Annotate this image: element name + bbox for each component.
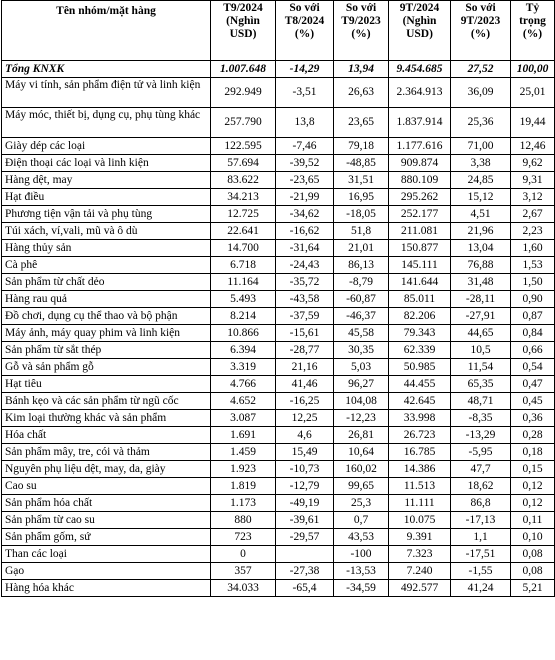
table-row	[2, 155, 555, 172]
value-cell: -39,52	[276, 155, 334, 172]
value-cell: 6.394	[211, 342, 276, 359]
value-cell: -43,58	[276, 291, 334, 308]
item-name-cell: Đồ chơi, dụng cụ thể thao và bộ phận	[2, 308, 211, 325]
item-name-cell: Tổng KNXK	[2, 61, 211, 78]
value-cell: 42.645	[389, 393, 451, 410]
value-cell: -12,79	[276, 478, 334, 495]
value-cell: -16,25	[276, 393, 334, 410]
value-cell: 1,53	[511, 257, 555, 274]
export-table	[1, 0, 555, 597]
value-cell: -3,51	[276, 78, 334, 108]
table-row	[2, 393, 555, 410]
value-cell: 1,1	[451, 529, 511, 546]
value-cell: 79,18	[334, 138, 389, 155]
value-cell: -12,23	[334, 410, 389, 427]
value-cell: 0,08	[511, 563, 555, 580]
table-row	[2, 546, 555, 563]
value-cell: -8,79	[334, 274, 389, 291]
value-cell: 1,60	[511, 240, 555, 257]
value-cell: 0,10	[511, 529, 555, 546]
table-row	[2, 291, 555, 308]
value-cell: 14.700	[211, 240, 276, 257]
item-name-cell: Máy vi tính, sản phẩm điện tử và linh kiện	[2, 78, 211, 108]
value-cell: 0,12	[511, 478, 555, 495]
value-cell: 292.949	[211, 78, 276, 108]
value-cell: -27,91	[451, 308, 511, 325]
item-name-cell: Cà phê	[2, 257, 211, 274]
value-cell: 211.081	[389, 223, 451, 240]
table-row	[2, 444, 555, 461]
item-name-cell: Máy ảnh, máy quay phim và linh kiện	[2, 325, 211, 342]
item-name-cell: Giày dép các loại	[2, 138, 211, 155]
total-row	[2, 61, 555, 78]
value-cell: 9,31	[511, 172, 555, 189]
value-cell: 71,00	[451, 138, 511, 155]
value-cell: -100	[334, 546, 389, 563]
value-cell: 83.622	[211, 172, 276, 189]
table-row	[2, 257, 555, 274]
value-cell: 5,03	[334, 359, 389, 376]
value-cell: -18,05	[334, 206, 389, 223]
item-name-cell: Điện thoại các loại và linh kiện	[2, 155, 211, 172]
value-cell: 11.513	[389, 478, 451, 495]
value-cell: 257.790	[211, 108, 276, 138]
table-row	[2, 274, 555, 291]
value-cell: 0,90	[511, 291, 555, 308]
value-cell: -21,99	[276, 189, 334, 206]
value-cell: -49,19	[276, 495, 334, 512]
table-row	[2, 563, 555, 580]
value-cell: 34.213	[211, 189, 276, 206]
value-cell: 41,46	[276, 376, 334, 393]
value-cell	[276, 546, 334, 563]
value-cell: -17,13	[451, 512, 511, 529]
table-row	[2, 359, 555, 376]
value-cell: -7,46	[276, 138, 334, 155]
value-cell: 0,28	[511, 427, 555, 444]
item-name-cell: Hạt điều	[2, 189, 211, 206]
value-cell: 30,35	[334, 342, 389, 359]
value-cell: -16,62	[276, 223, 334, 240]
value-cell: 2,23	[511, 223, 555, 240]
value-cell: 0,12	[511, 495, 555, 512]
table-row	[2, 206, 555, 223]
table-row	[2, 325, 555, 342]
value-cell: 909.874	[389, 155, 451, 172]
value-cell: 31,48	[451, 274, 511, 291]
value-cell: 160,02	[334, 461, 389, 478]
table-row	[2, 580, 555, 597]
value-cell: 104,08	[334, 393, 389, 410]
value-cell: 26,63	[334, 78, 389, 108]
value-cell: 9.391	[389, 529, 451, 546]
value-cell: 86,13	[334, 257, 389, 274]
table-row	[2, 478, 555, 495]
table-row	[2, 529, 555, 546]
value-cell: -13,53	[334, 563, 389, 580]
table-row	[2, 172, 555, 189]
table-body	[2, 61, 555, 597]
header-cell: So với 9T/2023 (%)	[451, 1, 511, 61]
value-cell: 4.652	[211, 393, 276, 410]
value-cell: 10,64	[334, 444, 389, 461]
value-cell: -23,65	[276, 172, 334, 189]
item-name-cell: Gạo	[2, 563, 211, 580]
value-cell: 13,04	[451, 240, 511, 257]
table-row	[2, 342, 555, 359]
table-row	[2, 189, 555, 206]
value-cell: 25,3	[334, 495, 389, 512]
table-row	[2, 108, 555, 138]
value-cell: 79.343	[389, 325, 451, 342]
value-cell: 10.866	[211, 325, 276, 342]
item-name-cell: Hàng thủy sản	[2, 240, 211, 257]
table-row	[2, 240, 555, 257]
value-cell: 12,46	[511, 138, 555, 155]
value-cell: 4.766	[211, 376, 276, 393]
value-cell: 24,85	[451, 172, 511, 189]
value-cell: -1,55	[451, 563, 511, 580]
header-row	[2, 1, 555, 61]
value-cell: 1.819	[211, 478, 276, 495]
item-name-cell: Sản phẩm từ sắt thép	[2, 342, 211, 359]
value-cell: -34,62	[276, 206, 334, 223]
value-cell: 43,53	[334, 529, 389, 546]
item-name-cell: Sản phẩm từ cao su	[2, 512, 211, 529]
value-cell: -37,59	[276, 308, 334, 325]
value-cell: 57.694	[211, 155, 276, 172]
header-cell: T9/2024 (Nghìn USD)	[211, 1, 276, 61]
value-cell: 1,50	[511, 274, 555, 291]
value-cell: 15,12	[451, 189, 511, 206]
table-row	[2, 461, 555, 478]
value-cell: 14.386	[389, 461, 451, 478]
value-cell: 9.454.685	[389, 61, 451, 78]
value-cell: 47,7	[451, 461, 511, 478]
value-cell: -29,57	[276, 529, 334, 546]
item-name-cell: Phương tiện vận tải và phụ tùng	[2, 206, 211, 223]
value-cell: 65,35	[451, 376, 511, 393]
item-name-cell: Túi xách, ví,vali, mũ và ô dù	[2, 223, 211, 240]
value-cell: -28,77	[276, 342, 334, 359]
value-cell: -5,95	[451, 444, 511, 461]
item-name-cell: Máy móc, thiết bị, dụng cụ, phụ tùng khác	[2, 108, 211, 138]
value-cell: 1.173	[211, 495, 276, 512]
value-cell: 145.111	[389, 257, 451, 274]
item-name-cell: Sản phẩm từ chất dẻo	[2, 274, 211, 291]
value-cell: 0,08	[511, 546, 555, 563]
value-cell: 723	[211, 529, 276, 546]
value-cell: 50.985	[389, 359, 451, 376]
value-cell: 26,81	[334, 427, 389, 444]
value-cell: 1.007.648	[211, 61, 276, 78]
value-cell: -35,72	[276, 274, 334, 291]
table-row	[2, 427, 555, 444]
value-cell: 0,36	[511, 410, 555, 427]
value-cell: 4,6	[276, 427, 334, 444]
value-cell: 31,51	[334, 172, 389, 189]
item-name-cell: Kim loại thường khác và sản phẩm	[2, 410, 211, 427]
item-name-cell: Cao su	[2, 478, 211, 495]
value-cell: 36,09	[451, 78, 511, 108]
value-cell: 0,54	[511, 359, 555, 376]
value-cell: 11.164	[211, 274, 276, 291]
value-cell: 880.109	[389, 172, 451, 189]
value-cell: 26.723	[389, 427, 451, 444]
item-name-cell: Nguyên phụ liệu dệt, may, da, giày	[2, 461, 211, 478]
value-cell: 0	[211, 546, 276, 563]
value-cell: 12.725	[211, 206, 276, 223]
value-cell: 0,7	[334, 512, 389, 529]
value-cell: 122.595	[211, 138, 276, 155]
value-cell: 5,21	[511, 580, 555, 597]
value-cell: 0,18	[511, 444, 555, 461]
item-name-cell: Gỗ và sản phẩm gỗ	[2, 359, 211, 376]
value-cell: 3.319	[211, 359, 276, 376]
value-cell: 9,62	[511, 155, 555, 172]
value-cell: 3,12	[511, 189, 555, 206]
value-cell: -39,61	[276, 512, 334, 529]
value-cell: 1.691	[211, 427, 276, 444]
value-cell: -31,64	[276, 240, 334, 257]
value-cell: -10,73	[276, 461, 334, 478]
value-cell: 7.323	[389, 546, 451, 563]
value-cell: 8.214	[211, 308, 276, 325]
value-cell: 2.364.913	[389, 78, 451, 108]
value-cell: 3.087	[211, 410, 276, 427]
value-cell: 76,88	[451, 257, 511, 274]
value-cell: 44,65	[451, 325, 511, 342]
value-cell: 150.877	[389, 240, 451, 257]
value-cell: 33.998	[389, 410, 451, 427]
value-cell: -14,29	[276, 61, 334, 78]
value-cell: 23,65	[334, 108, 389, 138]
value-cell: 1.923	[211, 461, 276, 478]
item-name-cell: Bánh kẹo và các sản phẩm từ ngũ cốc	[2, 393, 211, 410]
value-cell: 1.837.914	[389, 108, 451, 138]
value-cell: 11.111	[389, 495, 451, 512]
item-name-cell: Hàng dệt, may	[2, 172, 211, 189]
value-cell: 22.641	[211, 223, 276, 240]
value-cell: 19,44	[511, 108, 555, 138]
value-cell: 21,16	[276, 359, 334, 376]
value-cell: 2,67	[511, 206, 555, 223]
value-cell: 27,52	[451, 61, 511, 78]
value-cell: -65,4	[276, 580, 334, 597]
value-cell: 252.177	[389, 206, 451, 223]
value-cell: -17,51	[451, 546, 511, 563]
value-cell: -28,11	[451, 291, 511, 308]
item-name-cell: Hóa chất	[2, 427, 211, 444]
table-row	[2, 138, 555, 155]
value-cell: -8,35	[451, 410, 511, 427]
value-cell: -13,29	[451, 427, 511, 444]
value-cell: -27,38	[276, 563, 334, 580]
table-row	[2, 495, 555, 512]
value-cell: 0,45	[511, 393, 555, 410]
value-cell: 41,24	[451, 580, 511, 597]
value-cell: 99,65	[334, 478, 389, 495]
value-cell: -46,37	[334, 308, 389, 325]
value-cell: 357	[211, 563, 276, 580]
value-cell: 16.785	[389, 444, 451, 461]
table-row	[2, 223, 555, 240]
value-cell: 880	[211, 512, 276, 529]
value-cell: 13,94	[334, 61, 389, 78]
table-row	[2, 376, 555, 393]
value-cell: 18,62	[451, 478, 511, 495]
value-cell: 45,58	[334, 325, 389, 342]
value-cell: 25,36	[451, 108, 511, 138]
value-cell: 48,71	[451, 393, 511, 410]
value-cell: 13,8	[276, 108, 334, 138]
value-cell: 12,25	[276, 410, 334, 427]
value-cell: 86,8	[451, 495, 511, 512]
value-cell: 62.339	[389, 342, 451, 359]
value-cell: 6.718	[211, 257, 276, 274]
value-cell: 15,49	[276, 444, 334, 461]
item-name-cell: Hàng hóa khác	[2, 580, 211, 597]
value-cell: 51,8	[334, 223, 389, 240]
item-name-cell: Sản phẩm mây, tre, cói và thảm	[2, 444, 211, 461]
item-name-cell: Sản phẩm gốm, sứ	[2, 529, 211, 546]
item-name-cell: Hạt tiêu	[2, 376, 211, 393]
value-cell: 141.644	[389, 274, 451, 291]
value-cell: 16,95	[334, 189, 389, 206]
value-cell: -34,59	[334, 580, 389, 597]
table-row	[2, 512, 555, 529]
item-name-cell: Than các loại	[2, 546, 211, 563]
header-cell: 9T/2024 (Nghìn USD)	[389, 1, 451, 61]
header-cell: So với T8/2024 (%)	[276, 1, 334, 61]
value-cell: 3,38	[451, 155, 511, 172]
value-cell: 0,15	[511, 461, 555, 478]
value-cell: 0,66	[511, 342, 555, 359]
value-cell: 10.075	[389, 512, 451, 529]
value-cell: 5.493	[211, 291, 276, 308]
value-cell: 25,01	[511, 78, 555, 108]
value-cell: 100,00	[511, 61, 555, 78]
value-cell: 82.206	[389, 308, 451, 325]
value-cell: 44.455	[389, 376, 451, 393]
table-row	[2, 410, 555, 427]
value-cell: -24,43	[276, 257, 334, 274]
item-name-cell: Sản phẩm hóa chất	[2, 495, 211, 512]
header-cell: So với T9/2023 (%)	[334, 1, 389, 61]
value-cell: -15,61	[276, 325, 334, 342]
value-cell: 7.240	[389, 563, 451, 580]
value-cell: 21,01	[334, 240, 389, 257]
value-cell: -48,85	[334, 155, 389, 172]
value-cell: 11,54	[451, 359, 511, 376]
value-cell: 1.459	[211, 444, 276, 461]
header-cell: Tỷ trọng (%)	[511, 1, 555, 61]
item-name-cell: Hàng rau quả	[2, 291, 211, 308]
value-cell: 295.262	[389, 189, 451, 206]
header-cell: Tên nhóm/mặt hàng	[2, 1, 211, 61]
value-cell: 4,51	[451, 206, 511, 223]
value-cell: -60,87	[334, 291, 389, 308]
value-cell: 0,87	[511, 308, 555, 325]
value-cell: 0,11	[511, 512, 555, 529]
table-row	[2, 78, 555, 108]
value-cell: 34.033	[211, 580, 276, 597]
value-cell: 85.011	[389, 291, 451, 308]
value-cell: 0,84	[511, 325, 555, 342]
value-cell: 96,27	[334, 376, 389, 393]
value-cell: 492.577	[389, 580, 451, 597]
value-cell: 10,5	[451, 342, 511, 359]
value-cell: 21,96	[451, 223, 511, 240]
table-row	[2, 308, 555, 325]
value-cell: 1.177.616	[389, 138, 451, 155]
value-cell: 0,47	[511, 376, 555, 393]
